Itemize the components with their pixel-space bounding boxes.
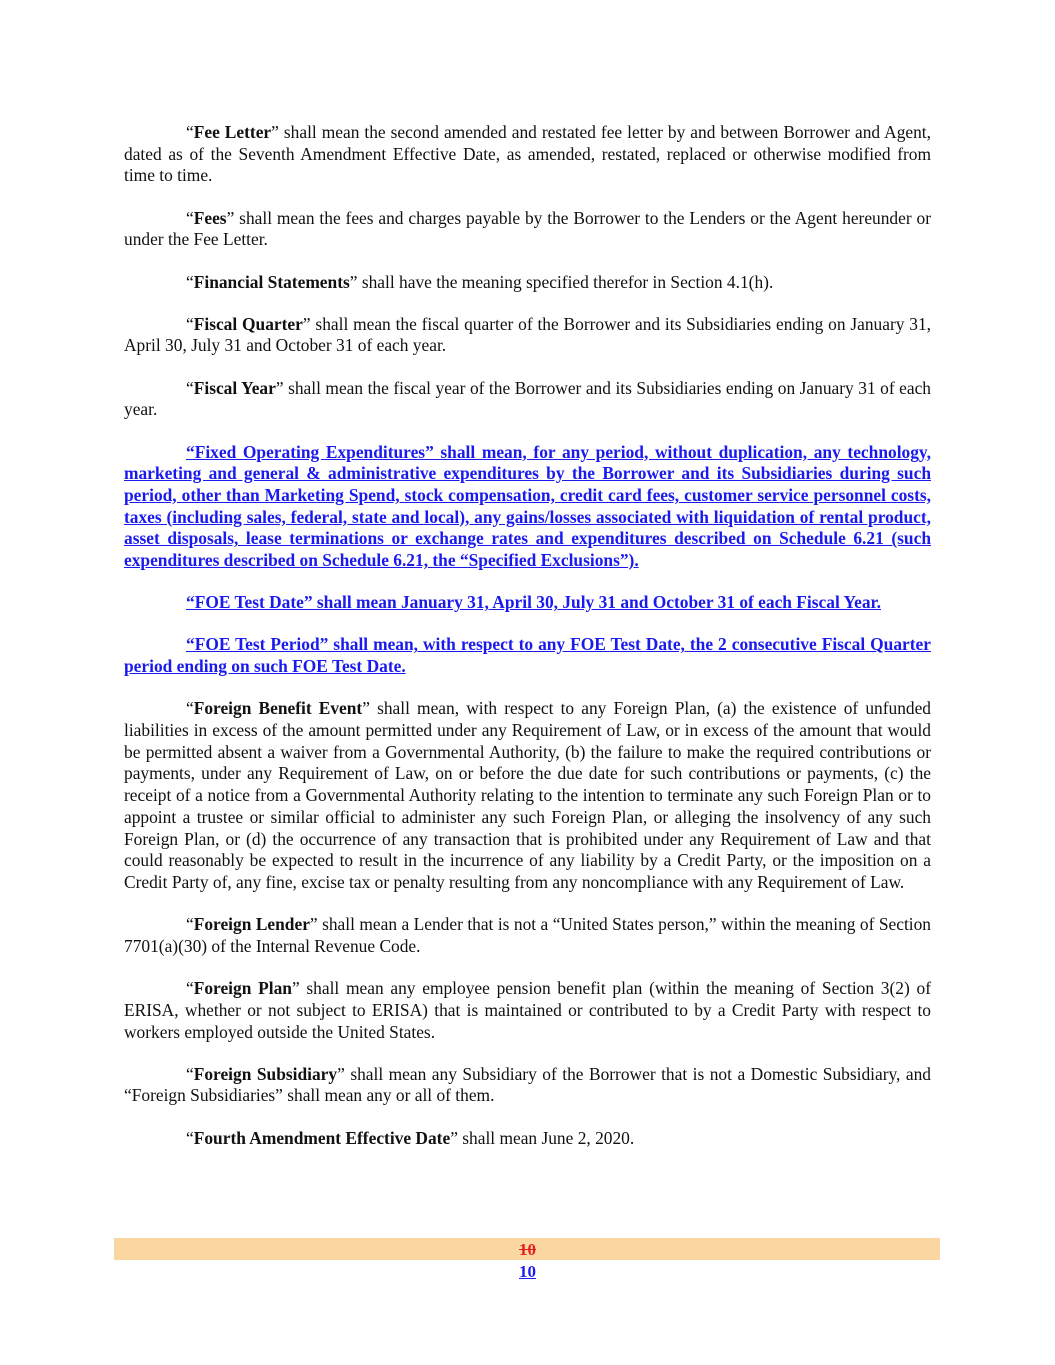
defined-term: Fiscal Year	[193, 377, 276, 398]
defined-term: Fiscal Quarter	[193, 313, 303, 334]
defined-term: Foreign Subsidiary	[193, 1063, 338, 1084]
inserted-definition-fixed-operating-expenditures: “Fixed Operating Expenditures” shall mean, for any period, without duplication, any technology, marketing and general & administrative expenditures by the Borrower and its Subsidiaries during such period, other than Marketing Spend, stock compensation, credit card fees, customer service personnel costs, taxes (including sales, federal, state and local), any gains/losses associated with liquidation of rental product, asset disposals, lease terminations or exchange rates and expenditures described on Schedule 6.21 (such expenditures described on Schedule 6.21, the “Specified Exclusions”).	[124, 441, 931, 571]
definition-fee-letter	[124, 122, 931, 187]
definition-text: shall mean June 2, 2020.	[457, 1127, 635, 1148]
definition-foreign-plan	[124, 978, 931, 1043]
defined-term: Fourth Amendment Effective Date	[193, 1127, 451, 1148]
open-quote: “	[186, 1063, 194, 1084]
definition-text: shall mean a Lender that is not a “United States person,” within the meaning of Section 7701(a)(30) of the Internal Revenue Code.	[124, 914, 932, 956]
deleted-page-number: 10	[519, 1240, 536, 1259]
close-quote: ”	[349, 271, 358, 292]
close-quote: ”	[302, 313, 311, 334]
defined-term: Foreign Plan	[193, 978, 292, 999]
close-quote: ”	[362, 698, 370, 719]
defined-term: Foreign Lender	[193, 914, 310, 935]
definition-financial-statements	[124, 272, 931, 294]
definition-text: shall mean any Subsidiary of the Borrower that is not a Domestic Subsidiary, and “Foreign Subsidiaries” shall mean any or all of them.	[124, 1063, 931, 1106]
definition-text: shall mean, with respect to any Foreign Plan, (a) the existence of unfunded liabilities in excess of the amount permitted under any Requirement of Law, or in excess of the amount that would be permitted absent a waiver from a Governmental Authority, (b) the failure to make the required contributions or payments, under any Requirement of Law, on or before the due date for such contributions or payments, (c) the receipt of a notice from a Governmental Authority relating to the intention to terminate any such Foreign Plan or to appoint a trustee or similar official to administer any such Foreign Plan, or alleging the insolvency of any such Foreign Plan, or (d) the occurrence of any transaction that is prohibited under any Requirement of Law and that could reasonably be expected to result in the incurrence of any liability by a Credit Party, or the imposition on a Credit Party of, any fine, excise tax or penalty resulting from any noncompliance with any Requirement of Law.	[124, 698, 932, 892]
defined-term: Fees	[193, 207, 227, 228]
definition-fourth-amendment-effective-date	[124, 1128, 931, 1150]
inserted-page-number: 10	[519, 1262, 536, 1281]
definition-fiscal-year	[124, 378, 931, 421]
open-quote: “	[186, 1127, 194, 1148]
definition-text: shall mean the second amended and restated fee letter by and between Borrower and Agent, dated as of the Seventh Amendment Effective Date, as amended, restated, replaced or otherwise modified from time to time.	[124, 122, 931, 186]
open-quote: “	[186, 978, 194, 999]
defined-term: Foreign Benefit Event	[193, 698, 363, 719]
close-quote: ”	[450, 1127, 458, 1148]
definition-fees	[124, 208, 931, 251]
definition-text: shall mean the fees and charges payable by the Borrower to the Lenders or the Agent hereunder or under the Fee Letter.	[124, 207, 931, 250]
open-quote: “	[186, 313, 194, 334]
definition-text: shall mean the fiscal quarter of the Borrower and its Subsidiaries ending on January 31, April 30, July 31 and October 31 of each year.	[124, 313, 931, 356]
definition-text: shall mean the fiscal year of the Borrower and its Subsidiaries ending on January 31 of each year.	[124, 377, 931, 420]
definition-foreign-subsidiary	[124, 1064, 931, 1107]
close-quote: ”	[275, 377, 284, 398]
definition-text: shall mean any employee pension benefit plan (within the meaning of Section 3(2) of ERISA, whether or not subject to ERISA) that is maintained or contributed to by a Credit Party with respect to workers employed outside the United States.	[124, 978, 931, 1042]
definition-text: shall have the meaning specified therefor in Section 4.1(h).	[357, 271, 774, 292]
close-quote: ”	[309, 914, 318, 935]
document-page	[124, 122, 931, 1170]
open-quote: “	[186, 207, 194, 228]
inserted-definition-foe-test-date: “FOE Test Date” shall mean January 31, April 30, July 31 and October 31 of each Fiscal Year.	[186, 592, 881, 613]
definition-foreign-benefit-event	[124, 698, 931, 893]
close-quote: ”	[337, 1063, 345, 1084]
close-quote: ”	[291, 978, 300, 999]
open-quote: “	[186, 914, 194, 935]
open-quote: “	[186, 122, 194, 142]
inserted-definition-foe-test-period: “FOE Test Period” shall mean, with respect to any FOE Test Date, the 2 consecutive Fiscal Quarter period ending on such FOE Test Date.	[124, 634, 931, 677]
close-quote: ”	[271, 122, 279, 142]
defined-term: Financial Statements	[193, 271, 350, 292]
close-quote: ”	[226, 207, 235, 228]
definition-fiscal-quarter	[124, 314, 931, 357]
defined-term: Fee Letter	[193, 122, 272, 142]
open-quote: “	[186, 377, 194, 398]
open-quote: “	[186, 271, 194, 292]
open-quote: “	[186, 698, 194, 719]
definition-foreign-lender	[124, 914, 931, 957]
